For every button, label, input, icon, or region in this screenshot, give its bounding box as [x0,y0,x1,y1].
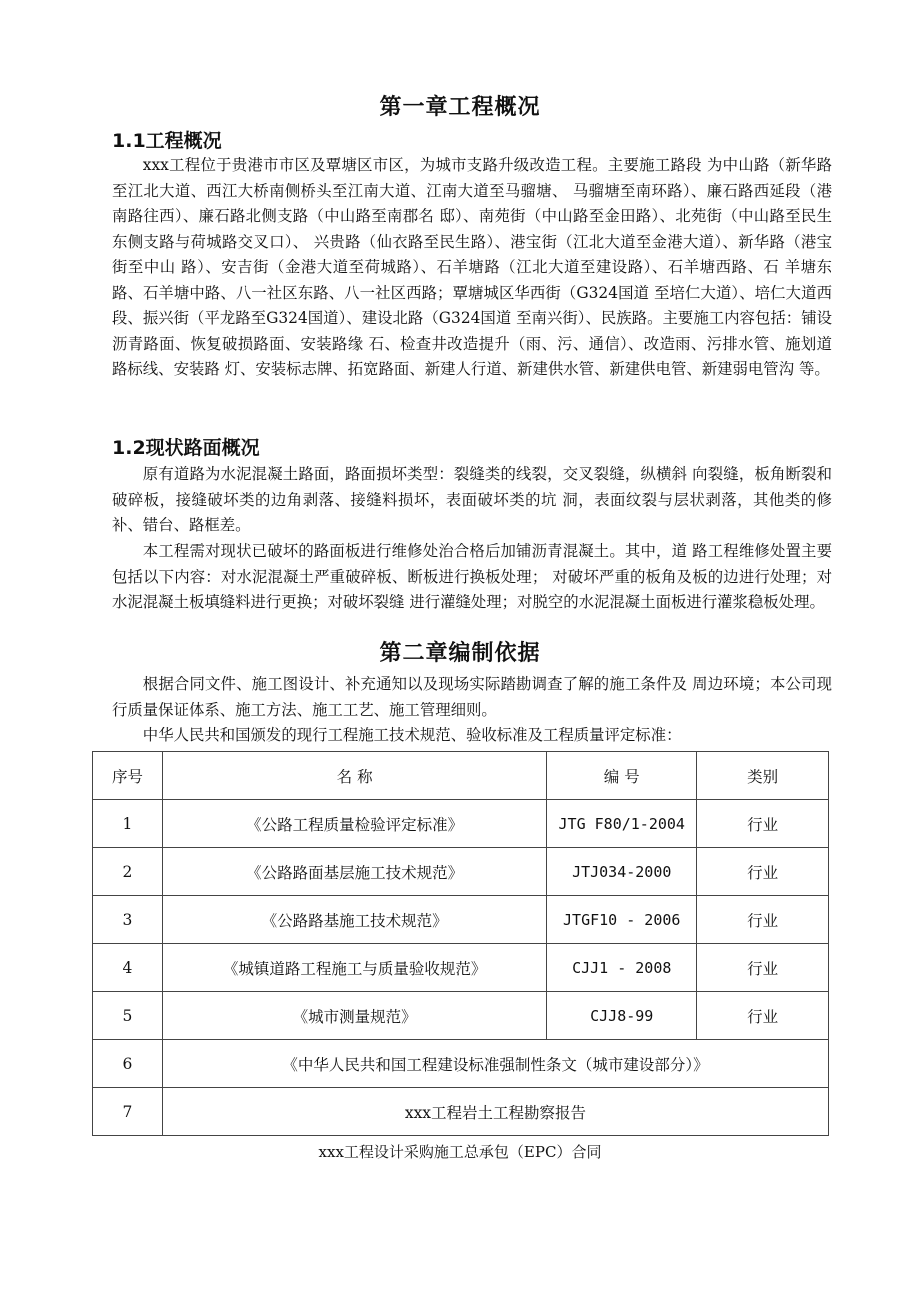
table-row [93,800,829,848]
table-row-merged [93,1040,829,1088]
table-row [93,944,829,992]
cell-name: 《城市测量规范》 [162,992,546,1040]
section-1-2-paragraph-1: 原有道路为水泥混凝土路面，路面损坏类型：裂缝类的线裂，交叉裂缝，纵横斜 向裂缝，板角断裂和破碎板，接缝破坏类的边角剥落、接缝料损坏，表面破坏类的坑 洞，表面纹裂与层状剥落，其他类的修补、错台、路框差。 [112,465,832,534]
cell-name: 《公路路面基层施工技术规范》 [162,848,546,896]
table-row-merged [93,1088,829,1136]
section-1-1-title: 1.1工程概况 [112,130,222,152]
cell-code: CJJ1 - 2008 [547,944,697,992]
cell-no: 4 [93,944,163,992]
cell-name: 《公路路基施工技术规范》 [162,896,546,944]
cell-no: 5 [93,992,163,1040]
chapter-2-paragraph-2: 中华人民共和国颁发的现行工程施工技术规范、验收标准及工程质量评定标准： [142,726,682,744]
table-row [93,992,829,1040]
table-row [93,848,829,896]
cell-category: 行业 [697,992,829,1040]
cell-category: 行业 [697,944,829,992]
header-no: 序号 [93,752,163,800]
cell-code: JTGF10 - 2006 [547,896,697,944]
cell-name: 《城镇道路工程施工与质量验收规范》 [162,944,546,992]
cell-code: CJJ8-99 [547,992,697,1040]
section-1-1-paragraph: xxx工程位于贵港市市区及覃塘区市区，为城市支路升级改造工程。主要施工路段 为中山路（新华路至江北大道、西江大桥南侧桥头至江南大道、江南大道至马骝塘、 马骝塘至南环路）、廉石路西延段（港南路往西）、廉石路北侧支路（中山路至南郡名 邸）、南苑街（中山路至金田路）、北苑街（中山路至民生东侧支路与荷城路交叉口）、 兴贵路（仙衣路至民生路）、港宝街（江北大道至金港大道）、新华路（港宝街至中山 路）、安吉街（金港大道至荷城路）、石羊塘路（江北大道至建设路）、石羊塘西路、石 羊塘东路、石羊塘中路、八一社区东路、八一社区西路；覃塘城区华西街（G324国道 至培仁大道）、培仁大道西段、振兴街（平龙路至G324国道）、建设北路（G324国道 至南兴街）、民族路。主要施工内容包括：铺设沥青路面、恢复破损路面、安装路缘 石、检查井改造提升（雨、污、通信）、改造雨、污排水管、施划道路标线、安装路 灯、安装标志牌、拓宽路面、新建人行道、新建供水管、新建供电管、新建弱电管沟 等。 [112,156,832,378]
contract-line: xxx工程设计采购施工总承包（EPC）合同 [318,1143,602,1161]
chapter-1-title: 第一章工程概况 [379,95,541,120]
cell-name-merged: 《中华人民共和国工程建设标准强制性条文（城市建设部分）》 [162,1040,828,1088]
cell-name: 《公路工程质量检验评定标准》 [162,800,546,848]
cell-no: 6 [93,1040,163,1088]
chapter-2-paragraph-1: 根据合同文件、施工图设计、补充通知以及现场实际踏勘调查了解的施工条件及 周边环境；本公司现行质量保证体系、施工方法、施工工艺、施工管理细则。 [112,675,832,719]
chapter-2-title: 第二章编制依据 [379,641,541,666]
cell-no: 1 [93,800,163,848]
cell-category: 行业 [697,848,829,896]
header-category: 类别 [697,752,829,800]
cell-no: 3 [93,896,163,944]
cell-no: 2 [93,848,163,896]
cell-category: 行业 [697,896,829,944]
header-name: 名 称 [162,752,546,800]
cell-no: 7 [93,1088,163,1136]
section-1-2-paragraph-2: 本工程需对现状已破坏的路面板进行维修处治合格后加铺沥青混凝土。其中，道 路工程维修处置主要包括以下内容：对水泥混凝土严重破碎板、断板进行换板处理； 对破坏严重的板角及板的边进行处理；对水泥混凝土板填缝料进行更换；对破坏裂缝 进行灌缝处理；对脱空的水泥混凝土面板进行灌浆稳板处理。 [112,542,832,611]
cell-code: JTG F80/1-2004 [547,800,697,848]
table-row [93,896,829,944]
cell-name-merged: xxx工程岩土工程勘察报告 [162,1088,828,1136]
standards-table [92,751,829,1136]
header-code: 编 号 [547,752,697,800]
table-header-row [93,752,829,800]
section-1-2-title: 1.2现状路面概况 [112,437,260,459]
cell-category: 行业 [697,800,829,848]
cell-code: JTJ034-2000 [547,848,697,896]
